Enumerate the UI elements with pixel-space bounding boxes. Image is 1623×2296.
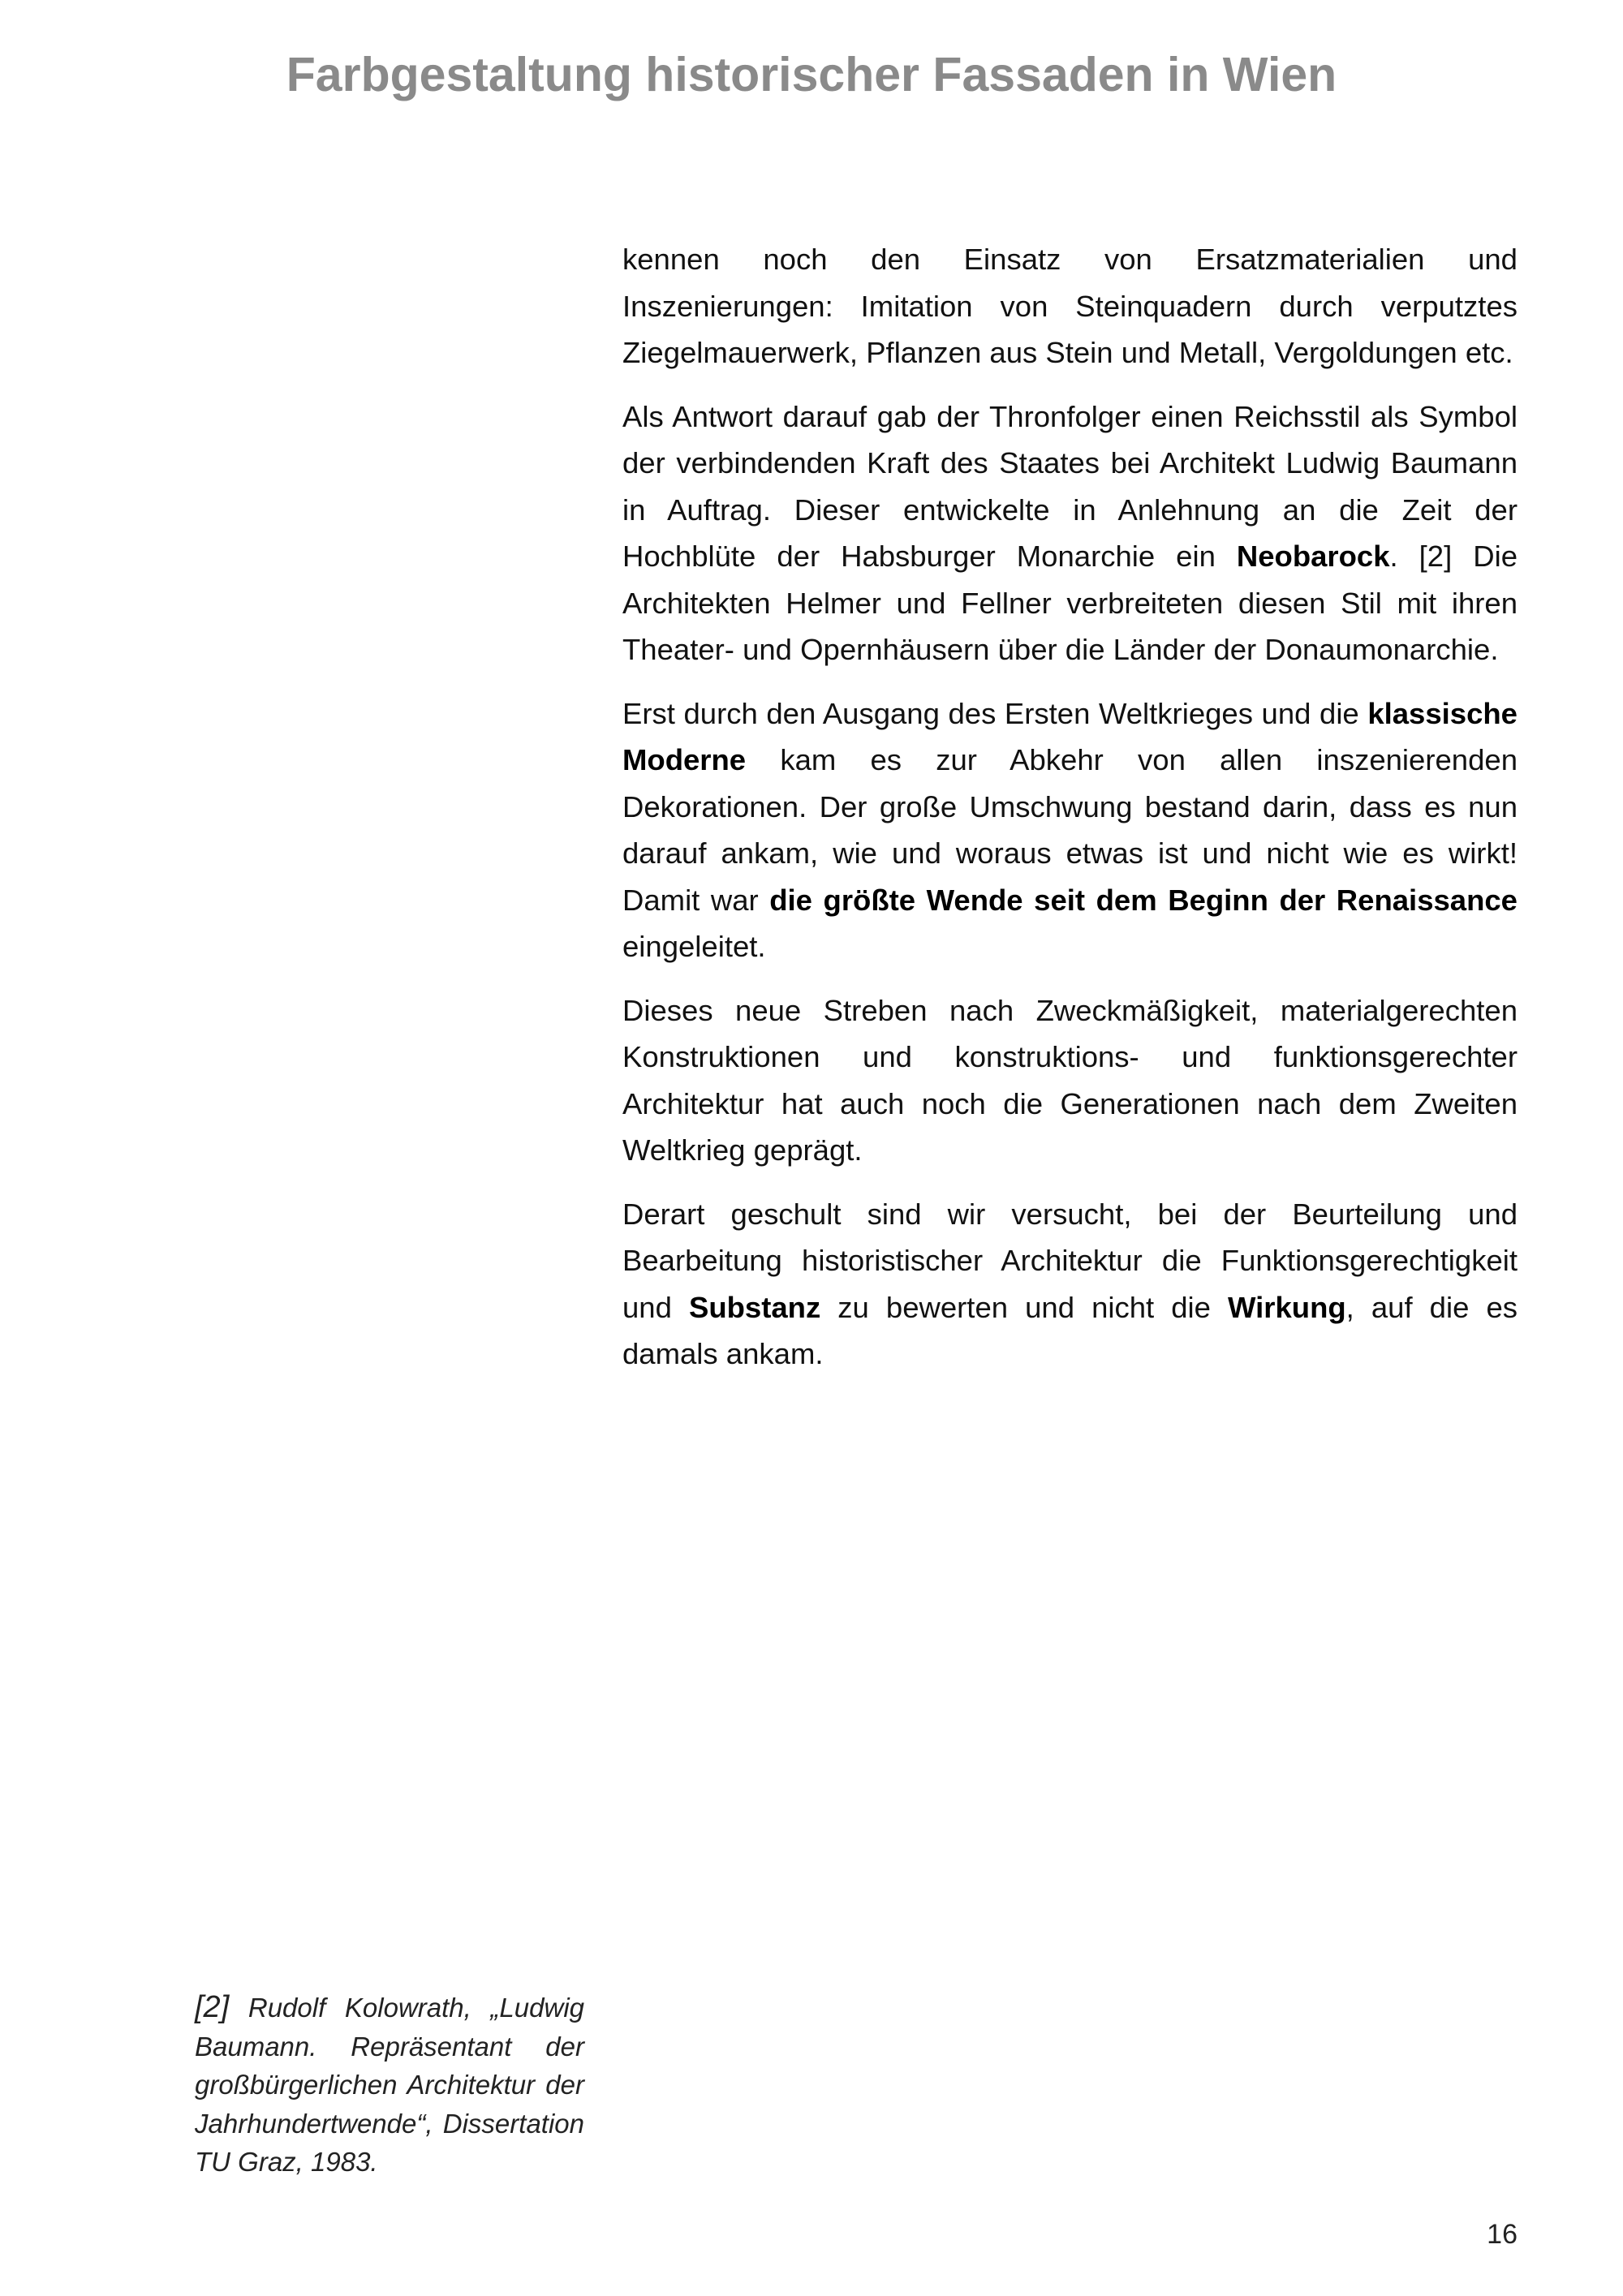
page-title: Farbgestaltung historischer Fassaden in Wien [286, 48, 1337, 101]
footnote-reference: [2] [195, 1990, 230, 2024]
main-text-column [622, 236, 1518, 1395]
paragraph-5-text-2: zu bewerten und nicht die [820, 1290, 1228, 1324]
paragraph-5-text-3: , auf die es damals ankam. [622, 1290, 1518, 1370]
paragraph-5-text-1: Derart geschult sind wir versucht, bei der Beurteilung und Bearbeitung historistischer Architektur die Funktionsgerechtigkeit und [622, 1197, 1518, 1324]
paragraph-2-text-start: Als Antwort darauf gab der Thronfolger einen Reichsstil als Symbol der verbindenden Kraft des Staates bei Architekt Ludwig Baumann in Auftrag. Dieser entwickelte in Anlehnung an die Zeit der Hochblüte der Habsburger Monarchie ein [622, 399, 1518, 573]
paragraph-2 [622, 393, 1518, 673]
emphasis-klassische-moderne: klassische Moderne [622, 696, 1518, 776]
paragraph-4: Dieses neue Streben nach Zweckmäßigkeit, materialgerechten Konstruktionen und konstruktions- und funktionsgerechter Architektur hat auch noch die Generationen nach dem Zweiten Weltkrieg geprägt. [622, 993, 1518, 1167]
emphasis-neobarock: Neobarock [1236, 540, 1390, 573]
page-number: 16 [1487, 2219, 1518, 2250]
paragraph-3-text-2: kam es zur Abkehr von allen inszenierenden Dekorationen. Der große Umschwung bestand darin, dass es nun darauf ankam, wie und woraus etwas ist und nicht wie es wirkt! Damit war [622, 743, 1518, 917]
paragraph-3 [622, 690, 1518, 970]
paragraph-3-text-1: Erst durch den Ausgang des Ersten Weltkrieges und die [622, 696, 1368, 730]
footnote-text: Rudolf Kolowrath, „Ludwig Baumann. Repräsentant der großbürgerlichen Architektur der Jahrhundertwende“, Dissertation TU Graz, 1983. [195, 1993, 584, 2177]
emphasis-substanz: Substanz [688, 1290, 821, 1324]
paragraph-1: kennen noch den Einsatz von Ersatzmaterialien und Inszenierungen: Imitation von Steinquadern durch verputztes Ziegelmauerwerk, Pflanzen aus Stein und Metall, Vergoldungen etc. [622, 243, 1518, 369]
emphasis-groesste-wende: die größte Wende seit dem Beginn der Renaissance [769, 883, 1518, 917]
paragraph-5 [622, 1191, 1518, 1378]
footnote [195, 1989, 584, 2182]
emphasis-wirkung: Wirkung [1228, 1290, 1346, 1324]
paragraph-3-text-3: eingeleitet. [622, 930, 766, 963]
paragraph-2-text-end: . [2] Die Architekten Helmer und Fellner verbreiteten diesen Stil mit ihren Theater- und Opernhäusern über die Länder der Donaumonarchie. [622, 540, 1518, 666]
